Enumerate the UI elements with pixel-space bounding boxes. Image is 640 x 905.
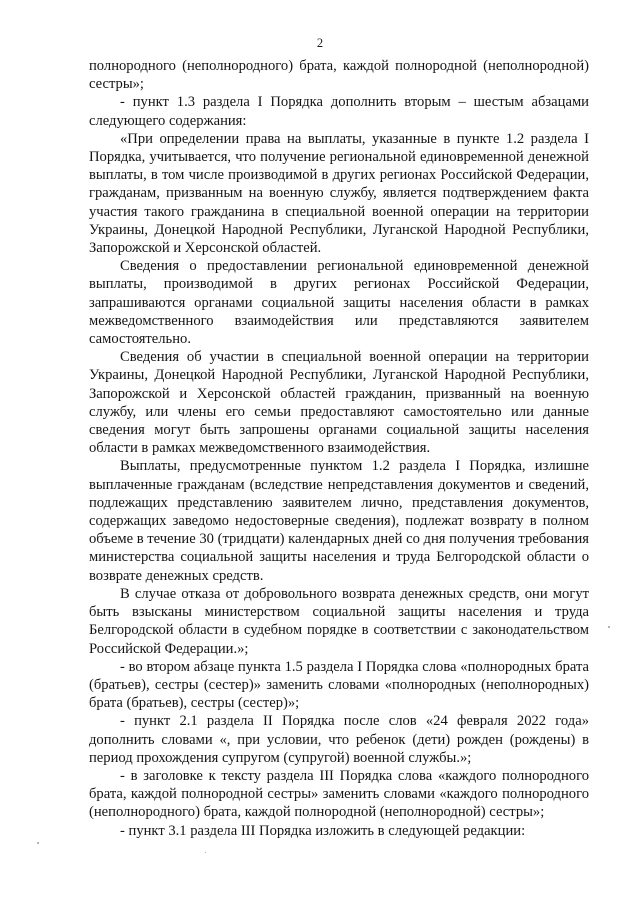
paragraph-section-3-title: - в заголовке к тексту раздела III Порядка слова «каждого полнородного брата, каждой полнородной сестры» заменить словами «каждого полнородного (неполнородного) брата, каждой полнородной (неполнородной) сестры»; [89,767,589,821]
scan-speck [608,626,610,628]
paragraph-item-3-1: - пункт 3.1 раздела III Порядка изложить в следующей редакции: [120,822,526,839]
paragraph-continuation: полнородного (неполнородного) брата, каждой полнородной (неполнородной) сестры»; [89,58,589,93]
paragraph-item-2-1: - пункт 2.1 раздела II Порядка после слов «24 февраля 2022 года» дополнить словами «, при условии, что ребенок (дети) рожден (рождены) в период прохождения супругом (супругой) военной службы.»; [89,713,589,766]
scan-speck [205,852,206,853]
paragraph-participation-info: Сведения об участии в специальной военной операции на территории Украины, Донецкой Народной Республики, Луганской Народной Республики, Запорожской и Херсонской областей гражданин, призванный на военную службу, или члены его семьи предоставляют самостоятельно или данные сведения могут быть запрошены органами социальной защиты населения области в рамках межведомственного взаимодействия. [89,349,589,457]
paragraph-refund: Выплаты, предусмотренные пунктом 1.2 раздела I Порядка, излишне выплаченные гражданам (вследствие непредставления документов и сведений, подлежащих представлению заявителем лично, представления документов, содержащих заведомо недостоверные сведения), подлежат возврату в полном объеме в течение 30 (тридцати) календарных дней со дня получения требования министерства социальной защиты населения и труда Белгородской области о возврате денежных средств. [89,458,589,584]
paragraph-item-1-3: - пункт 1.3 раздела I Порядка дополнить вторым – шестым абзацами следующего содержания: [89,94,589,129]
paragraph-quote-start: «При определении права на выплаты, указанные в пункте 1.2 раздела I Порядка, учитывается, что получение региональной единовременной денежной выплаты, в том числе производимой в других регионах Российской Федерации, гражданам, призванным на военную службу, является подтверждением факта участия такого гражданина в специальной военной операции на территории Украины, Донецкой Народной Республики, Луганской Народной Республики, Запорожской и Херсонской областей. [89,130,589,257]
document-body [89,57,589,840]
scan-speck [37,842,39,844]
page-number: 2 [316,36,324,50]
paragraph-refusal: В случае отказа от добровольного возврата денежных средств, они могут быть взысканы министерством социальной защиты населения и труда Белгородской области в судебном порядке в соответствии с законодательством Российской Федерации.»; [89,585,589,657]
paragraph-item-1-5: - во втором абзаце пункта 1.5 раздела I Порядка слова «полнородных брата (братьев), сестры (сестер)» заменить словами «полнородных (неполнородных) брата (братьев), сестры (сестер)»; [89,658,589,712]
paragraph-payment-info: Сведения о предоставлении региональной единовременной денежной выплаты, производимой в других регионах Российской Федерации, запрашиваются органами социальной защиты населения области в рамках межведомственного взаимодействия или представляются заявителем самостоятельно. [89,258,589,348]
